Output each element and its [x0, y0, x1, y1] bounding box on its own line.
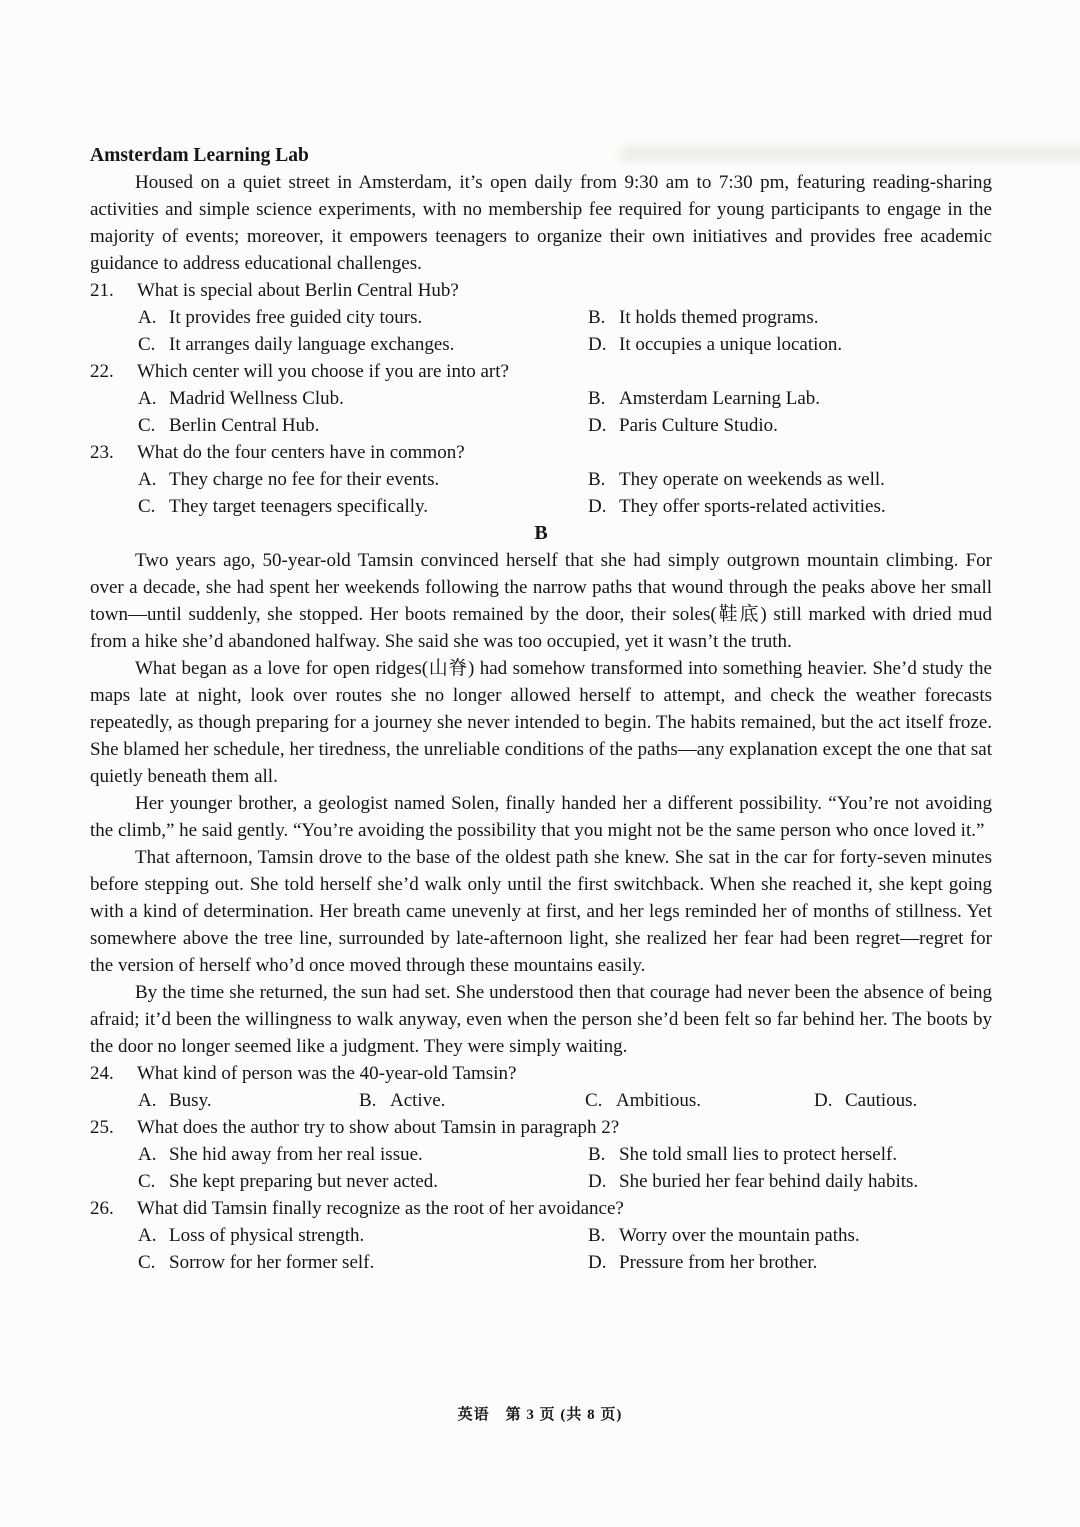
option-23-a: [138, 466, 588, 493]
option-label: A.: [138, 388, 157, 409]
option-21-a: [138, 304, 588, 331]
option-26-c: [138, 1249, 588, 1276]
option-22-d: [588, 412, 992, 439]
option-text: Sorrow for her former self.: [169, 1252, 375, 1273]
option-label: B.: [588, 1225, 606, 1246]
question-23-options: [138, 466, 992, 520]
option-21-c: [138, 331, 588, 358]
option-text: Madrid Wellness Club.: [169, 388, 344, 409]
option-text: They offer sports-related activities.: [619, 496, 886, 517]
option-text: She buried her fear behind daily habits.: [619, 1171, 919, 1192]
option-26-b: [588, 1222, 992, 1249]
option-25-c: [138, 1168, 588, 1195]
option-label: A.: [138, 1090, 157, 1111]
question-26: [90, 1195, 992, 1276]
page-content: [90, 142, 992, 1276]
question-22-line: [90, 358, 992, 385]
option-label: D.: [588, 415, 607, 436]
question-22: [90, 358, 992, 439]
option-label: D.: [588, 1252, 607, 1273]
option-label: C.: [138, 415, 156, 436]
option-label: D.: [588, 496, 607, 517]
option-label: D.: [588, 1171, 607, 1192]
question-number: 21.: [90, 280, 114, 301]
option-label: D.: [588, 334, 607, 355]
option-text: She told small lies to protect herself.: [619, 1144, 898, 1165]
option-25-a: [138, 1141, 588, 1168]
option-26-d: [588, 1249, 992, 1276]
option-23-c: [138, 493, 588, 520]
passage-b-paragraph-5: By the time she returned, the sun had set. She understood then that courage had never been the absence of being afraid; it’d been the willingness to walk anyway, even when the person she’d been felt so far behind her. The boots by the door no longer seemed like a judgment. They were simply waiting.: [90, 982, 992, 1057]
passage-b-paragraph-3: Her younger brother, a geologist named Solen, finally handed her a different possibility. “You’re not avoiding the climb,” he said gently. “You’re avoiding the possibility that you might not be the same person who once loved it.”: [90, 793, 992, 841]
question-text: What does the author try to show about Tamsin in paragraph 2?: [137, 1117, 620, 1138]
question-25-options: [138, 1141, 992, 1195]
option-text: It provides free guided city tours.: [169, 307, 423, 328]
option-22-b: [588, 385, 992, 412]
page-footer: 英语 第 3 页 (共 8 页): [457, 1407, 623, 1423]
option-text: Loss of physical strength.: [169, 1225, 365, 1246]
question-21: [90, 277, 992, 358]
option-text: Amsterdam Learning Lab.: [619, 388, 821, 409]
option-23-d: [588, 493, 992, 520]
option-label: A.: [138, 469, 157, 490]
option-label: B.: [359, 1090, 377, 1111]
option-text: Worry over the mountain paths.: [619, 1225, 860, 1246]
option-25-b: [588, 1141, 992, 1168]
option-text: She hid away from her real issue.: [169, 1144, 423, 1165]
passage-a-heading: Amsterdam Learning Lab: [90, 145, 309, 166]
question-23-line: [90, 439, 992, 466]
question-25-line: [90, 1114, 992, 1141]
question-24-line: [90, 1060, 992, 1087]
question-24: [90, 1060, 992, 1114]
option-label: B.: [588, 469, 606, 490]
option-label: C.: [138, 1171, 156, 1192]
option-label: C.: [138, 496, 156, 517]
question-text: What kind of person was the 40-year-old Tamsin?: [137, 1063, 517, 1084]
option-22-a: [138, 385, 588, 412]
option-text: It holds themed programs.: [619, 307, 819, 328]
option-label: D.: [814, 1090, 833, 1111]
option-21-b: [588, 304, 992, 331]
option-text: They operate on weekends as well.: [619, 469, 885, 490]
option-label: A.: [138, 1144, 157, 1165]
question-number: 24.: [90, 1063, 114, 1084]
question-number: 22.: [90, 361, 114, 382]
option-text: Busy.: [169, 1090, 212, 1111]
option-text: It occupies a unique location.: [619, 334, 843, 355]
option-24-a: [138, 1087, 359, 1114]
question-number: 26.: [90, 1198, 114, 1219]
option-text: They target teenagers specifically.: [169, 496, 429, 517]
option-22-c: [138, 412, 588, 439]
option-24-d: [814, 1087, 992, 1114]
question-26-line: [90, 1195, 992, 1222]
option-text: Berlin Central Hub.: [169, 415, 320, 436]
question-26-options: [138, 1222, 992, 1276]
question-24-options: [138, 1087, 992, 1114]
option-26-a: [138, 1222, 588, 1249]
question-text: What is special about Berlin Central Hub?: [137, 280, 459, 301]
option-label: C.: [138, 1252, 156, 1273]
option-label: B.: [588, 307, 606, 328]
option-text: It arranges daily language exchanges.: [169, 334, 455, 355]
option-label: A.: [138, 1225, 157, 1246]
option-text: She kept preparing but never acted.: [169, 1171, 439, 1192]
option-label: B.: [588, 388, 606, 409]
option-text: Ambitious.: [616, 1090, 701, 1111]
option-text: Active.: [390, 1090, 446, 1111]
option-label: C.: [585, 1090, 603, 1111]
passage-b-paragraph-1: Two years ago, 50-year-old Tamsin convinced herself that she had simply outgrown mountain climbing. For over a decade, she had spent her weekends following the narrow paths that wound through the peaks above her small town—until suddenly, she stopped. Her boots remained by the door, their soles(鞋底) still marked with dried mud from a hike she’d abandoned halfway. She said she was too occupied, yet it wasn’t the truth.: [90, 550, 992, 652]
option-label: C.: [138, 334, 156, 355]
question-21-line: [90, 277, 992, 304]
passage-a-paragraph: Housed on a quiet street in Amsterdam, it’s open daily from 9:30 am to 7:30 pm, featuring reading-sharing activities and simple science experiments, with no membership fee required for young participants to engage in the majority of events; moreover, it empowers teenagers to organize their own initiatives and provides free academic guidance to address educational challenges.: [90, 172, 992, 274]
question-25: [90, 1114, 992, 1195]
option-text: Pressure from her brother.: [619, 1252, 818, 1273]
option-text: Paris Culture Studio.: [619, 415, 778, 436]
passage-b-marker: B: [534, 522, 548, 544]
option-text: Cautious.: [845, 1090, 918, 1111]
option-23-b: [588, 466, 992, 493]
question-number: 23.: [90, 442, 114, 463]
option-24-b: [359, 1087, 585, 1114]
passage-b-paragraph-2: What began as a love for open ridges(山脊) had somehow transformed into something heavier. She’d study the maps late at night, look over routes she no longer allowed herself to attempt, and check the weather forecasts repeatedly, as though preparing for a journey she never intended to begin. The habits remained, but the act itself froze. She blamed her schedule, her tiredness, the unreliable conditions of the paths—any explanation except the one that sat quietly beneath them all.: [90, 658, 992, 787]
question-text: Which center will you choose if you are into art?: [137, 361, 509, 382]
question-21-options: [138, 304, 992, 358]
question-number: 25.: [90, 1117, 114, 1138]
question-22-options: [138, 385, 992, 439]
option-label: A.: [138, 307, 157, 328]
option-text: They charge no fee for their events.: [169, 469, 440, 490]
option-21-d: [588, 331, 992, 358]
option-25-d: [588, 1168, 992, 1195]
question-text: What do the four centers have in common?: [137, 442, 465, 463]
option-label: B.: [588, 1144, 606, 1165]
option-24-c: [585, 1087, 814, 1114]
passage-b-paragraph-4: That afternoon, Tamsin drove to the base of the oldest path she knew. She sat in the car for forty-seven minutes before stepping out. She told herself she’d walk only until the first switchback. When she reached it, she kept going with a kind of determination. Her breath came unevenly at first, and her legs reminded her of months of stillness. Yet somewhere above the tree line, surrounded by late-afternoon light, she realized her fear had been regret—regret for the version of herself who’d once moved through these mountains easily.: [90, 847, 992, 976]
question-23: [90, 439, 992, 520]
question-text: What did Tamsin finally recognize as the root of her avoidance?: [137, 1198, 624, 1219]
